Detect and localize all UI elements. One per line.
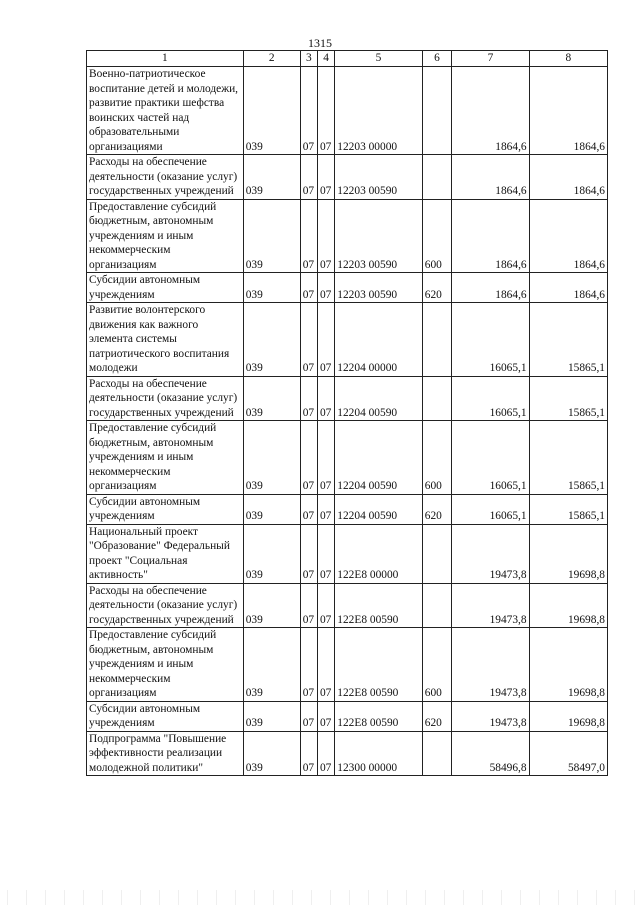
expense-type-code: 620 <box>422 273 452 303</box>
subsection-code: 07 <box>317 701 334 731</box>
ministry-code: 039 <box>243 583 300 628</box>
section-code: 07 <box>300 303 317 377</box>
ministry-code: 039 <box>243 67 300 155</box>
amount-col-8: 1864,6 <box>529 273 607 303</box>
target-article-code: 12203 00590 <box>335 155 423 200</box>
ministry-code: 039 <box>243 199 300 273</box>
section-code: 07 <box>300 628 317 702</box>
item-name: Предоставление субсидий бюджетным, автономным учреждениям и иным некоммерческим организациям <box>87 628 244 702</box>
table-row <box>87 701 608 731</box>
expense-type-code <box>422 376 452 421</box>
amount-col-7: 1864,6 <box>452 67 529 155</box>
section-code: 07 <box>300 524 317 583</box>
item-name: Военно-патриотическое воспитание детей и молодежи, развитие практики шефства воинских частей над образовательными организациями <box>87 67 244 155</box>
item-name: Расходы на обеспечение деятельности (оказание услуг) государственных учреждений <box>87 155 244 200</box>
expense-type-code: 620 <box>422 701 452 731</box>
amount-col-8: 19698,8 <box>529 701 607 731</box>
target-article-code: 122E8 00000 <box>335 524 423 583</box>
amount-col-7: 19473,8 <box>452 524 529 583</box>
amount-col-8: 1864,6 <box>529 67 607 155</box>
table-row <box>87 303 608 377</box>
ministry-code: 039 <box>243 524 300 583</box>
header-cell-4: 4 <box>317 51 334 67</box>
item-name: Предоставление субсидий бюджетным, автономным учреждениям и иным некоммерческим организациям <box>87 421 244 495</box>
table-row <box>87 494 608 524</box>
amount-col-7: 16065,1 <box>452 303 529 377</box>
ministry-code: 039 <box>243 494 300 524</box>
subsection-code: 07 <box>317 628 334 702</box>
item-name: Подпрограмма "Повышение эффективности реализации молодежной политики" <box>87 731 244 776</box>
ministry-code: 039 <box>243 731 300 776</box>
item-name: Развитие волонтерского движения как важного элемента системы патриотического воспитания молодежи <box>87 303 244 377</box>
subsection-code: 07 <box>317 376 334 421</box>
target-article-code: 12204 00000 <box>335 303 423 377</box>
subsection-code: 07 <box>317 494 334 524</box>
amount-col-7: 16065,1 <box>452 421 529 495</box>
target-article-code: 122E8 00590 <box>335 583 423 628</box>
section-code: 07 <box>300 421 317 495</box>
header-cell-3: 3 <box>300 51 317 67</box>
amount-col-8: 15865,1 <box>529 303 607 377</box>
header-cell-7: 7 <box>452 51 529 67</box>
amount-col-8: 1864,6 <box>529 199 607 273</box>
amount-col-8: 19698,8 <box>529 524 607 583</box>
expense-type-code <box>422 524 452 583</box>
amount-col-7: 16065,1 <box>452 494 529 524</box>
section-code: 07 <box>300 273 317 303</box>
item-name: Субсидии автономным учреждениям <box>87 273 244 303</box>
expense-type-code <box>422 155 452 200</box>
table-row <box>87 273 608 303</box>
target-article-code: 12203 00590 <box>335 199 423 273</box>
amount-col-8: 19698,8 <box>529 628 607 702</box>
subsection-code: 07 <box>317 155 334 200</box>
subsection-code: 07 <box>317 524 334 583</box>
item-name: Предоставление субсидий бюджетным, автономным учреждениям и иным некоммерческим организациям <box>87 199 244 273</box>
item-name: Расходы на обеспечение деятельности (оказание услуг) государственных учреждений <box>87 583 244 628</box>
budget-table <box>86 50 608 776</box>
subsection-code: 07 <box>317 421 334 495</box>
section-code: 07 <box>300 701 317 731</box>
amount-col-7: 19473,8 <box>452 628 529 702</box>
expense-type-code <box>422 731 452 776</box>
header-row <box>87 51 608 67</box>
subsection-code: 07 <box>317 199 334 273</box>
section-code: 07 <box>300 376 317 421</box>
amount-col-8: 1864,6 <box>529 155 607 200</box>
table-row <box>87 628 608 702</box>
amount-col-8: 15865,1 <box>529 376 607 421</box>
table-row <box>87 421 608 495</box>
amount-col-8: 15865,1 <box>529 421 607 495</box>
target-article-code: 12204 00590 <box>335 494 423 524</box>
section-code: 07 <box>300 731 317 776</box>
subsection-code: 07 <box>317 731 334 776</box>
section-code: 07 <box>300 67 317 155</box>
target-article-code: 12203 00590 <box>335 273 423 303</box>
page-number: 1315 <box>308 36 332 50</box>
item-name: Субсидии автономным учреждениям <box>87 701 244 731</box>
scan-noise-strip <box>0 890 640 905</box>
item-name: Расходы на обеспечение деятельности (оказание услуг) государственных учреждений <box>87 376 244 421</box>
amount-col-7: 19473,8 <box>452 701 529 731</box>
target-article-code: 122E8 00590 <box>335 701 423 731</box>
amount-col-8: 58497,0 <box>529 731 607 776</box>
section-code: 07 <box>300 494 317 524</box>
amount-col-7: 1864,6 <box>452 155 529 200</box>
table-row <box>87 524 608 583</box>
expense-type-code <box>422 583 452 628</box>
target-article-code: 12300 00000 <box>335 731 423 776</box>
expense-type-code: 600 <box>422 421 452 495</box>
subsection-code: 07 <box>317 67 334 155</box>
target-article-code: 12204 00590 <box>335 376 423 421</box>
target-article-code: 122E8 00590 <box>335 628 423 702</box>
subsection-code: 07 <box>317 273 334 303</box>
header-cell-5: 5 <box>335 51 423 67</box>
section-code: 07 <box>300 199 317 273</box>
section-code: 07 <box>300 155 317 200</box>
header-cell-8: 8 <box>529 51 607 67</box>
target-article-code: 12203 00000 <box>335 67 423 155</box>
item-name: Национальный проект "Образование" Федеральный проект "Социальная активность" <box>87 524 244 583</box>
ministry-code: 039 <box>243 628 300 702</box>
ministry-code: 039 <box>243 421 300 495</box>
ministry-code: 039 <box>243 155 300 200</box>
subsection-code: 07 <box>317 583 334 628</box>
amount-col-7: 19473,8 <box>452 583 529 628</box>
table-row <box>87 731 608 776</box>
expense-type-code <box>422 67 452 155</box>
item-name: Субсидии автономным учреждениям <box>87 494 244 524</box>
table-row <box>87 155 608 200</box>
expense-type-code: 600 <box>422 628 452 702</box>
ministry-code: 039 <box>243 273 300 303</box>
table-row <box>87 199 608 273</box>
amount-col-8: 19698,8 <box>529 583 607 628</box>
table-row <box>87 583 608 628</box>
subsection-code: 07 <box>317 303 334 377</box>
expense-type-code: 600 <box>422 199 452 273</box>
ministry-code: 039 <box>243 376 300 421</box>
header-cell-6: 6 <box>422 51 452 67</box>
target-article-code: 12204 00590 <box>335 421 423 495</box>
header-cell-2: 2 <box>243 51 300 67</box>
table-row <box>87 376 608 421</box>
table-row <box>87 67 608 155</box>
section-code: 07 <box>300 583 317 628</box>
amount-col-8: 15865,1 <box>529 494 607 524</box>
header-cell-1: 1 <box>87 51 244 67</box>
expense-type-code <box>422 303 452 377</box>
amount-col-7: 58496,8 <box>452 731 529 776</box>
amount-col-7: 1864,6 <box>452 199 529 273</box>
ministry-code: 039 <box>243 303 300 377</box>
ministry-code: 039 <box>243 701 300 731</box>
amount-col-7: 1864,6 <box>452 273 529 303</box>
expense-type-code: 620 <box>422 494 452 524</box>
amount-col-7: 16065,1 <box>452 376 529 421</box>
